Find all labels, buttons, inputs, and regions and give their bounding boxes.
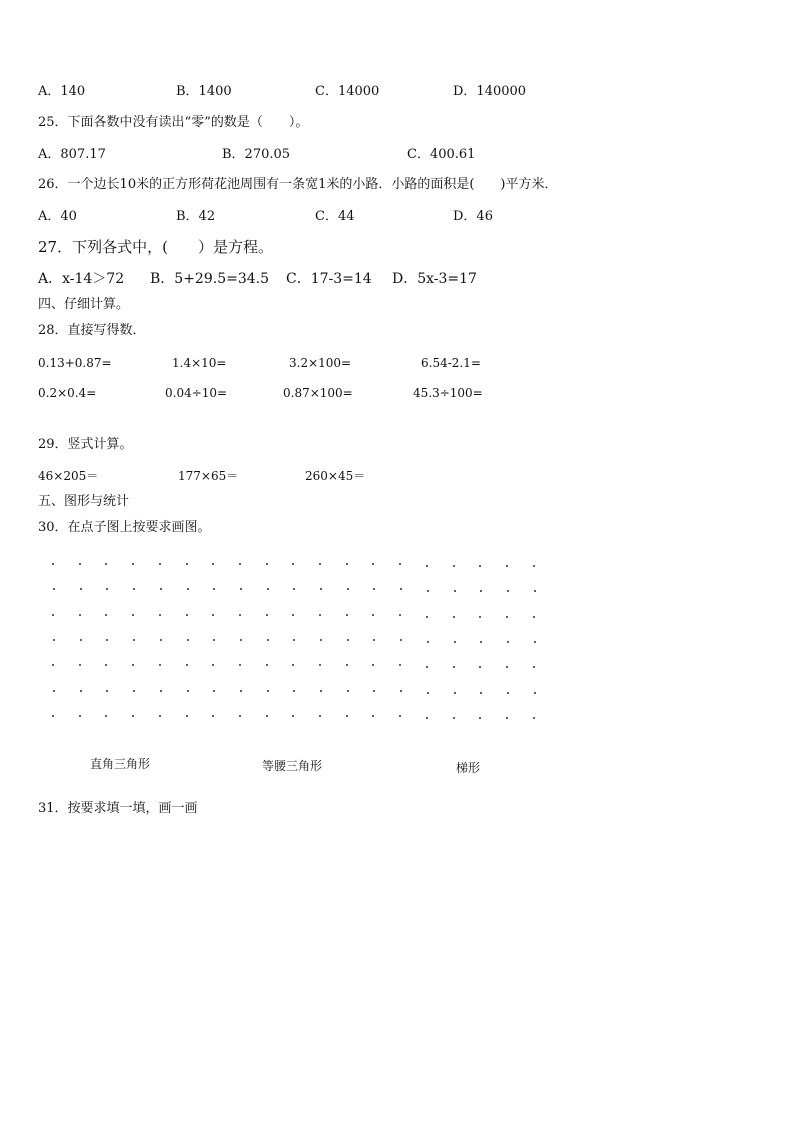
grid-dot[interactable] bbox=[80, 639, 82, 641]
grid-dot[interactable] bbox=[506, 717, 508, 719]
grid-dot[interactable] bbox=[427, 641, 429, 643]
label-right-triangle: 直角三角形 bbox=[90, 757, 151, 771]
q24-option-b[interactable]: B．1400 bbox=[176, 84, 232, 99]
grid-dot[interactable] bbox=[159, 614, 161, 616]
grid-dot[interactable] bbox=[453, 565, 455, 567]
grid-dot[interactable] bbox=[79, 614, 81, 616]
grid-dot[interactable] bbox=[132, 614, 134, 616]
grid-dot[interactable] bbox=[346, 614, 348, 616]
grid-dot[interactable] bbox=[320, 690, 322, 692]
grid-dot[interactable] bbox=[79, 715, 81, 717]
grid-dot[interactable] bbox=[534, 590, 536, 592]
grid-dot[interactable] bbox=[373, 588, 375, 590]
grid-dot[interactable] bbox=[479, 616, 481, 618]
grid-dot[interactable] bbox=[426, 616, 428, 618]
grid-dot[interactable] bbox=[293, 690, 295, 692]
q28-expr: 0.87×100= bbox=[283, 386, 353, 400]
grid-dot[interactable] bbox=[186, 664, 188, 666]
q28-expr: 1.4×10= bbox=[172, 356, 227, 370]
grid-dot[interactable] bbox=[427, 692, 429, 694]
grid-dot[interactable] bbox=[53, 588, 55, 590]
grid-dot[interactable] bbox=[79, 563, 81, 565]
grid-dot[interactable] bbox=[52, 614, 54, 616]
q24-option-a[interactable]: A．140 bbox=[38, 84, 86, 99]
grid-dot[interactable] bbox=[480, 692, 482, 694]
q27-option-c[interactable]: C．17-3=14 bbox=[286, 271, 372, 287]
grid-dot[interactable] bbox=[160, 639, 162, 641]
grid-dot[interactable] bbox=[159, 563, 161, 565]
grid-dot[interactable] bbox=[533, 717, 535, 719]
grid-dot[interactable] bbox=[426, 717, 428, 719]
q29-expr: 46×205＝ bbox=[38, 469, 99, 483]
grid-dot[interactable] bbox=[239, 664, 241, 666]
q28-expr: 45.3÷100= bbox=[413, 386, 483, 400]
grid-dot[interactable] bbox=[133, 690, 135, 692]
grid-dot[interactable] bbox=[105, 664, 107, 666]
grid-dot[interactable] bbox=[52, 563, 54, 565]
grid-dot[interactable] bbox=[400, 690, 402, 692]
label-trapezoid: 梯形 bbox=[456, 761, 481, 775]
grid-dot[interactable] bbox=[347, 690, 349, 692]
grid-dot[interactable] bbox=[132, 715, 134, 717]
grid-dot[interactable] bbox=[507, 641, 509, 643]
grid-dot[interactable] bbox=[212, 563, 214, 565]
grid-dot[interactable] bbox=[399, 715, 401, 717]
grid-dot[interactable] bbox=[293, 639, 295, 641]
grid-dot[interactable] bbox=[80, 588, 82, 590]
grid-dot[interactable] bbox=[373, 690, 375, 692]
q24-option-c[interactable]: C．14000 bbox=[315, 84, 380, 99]
grid-dot[interactable] bbox=[373, 639, 375, 641]
grid-dot[interactable] bbox=[479, 717, 481, 719]
grid-dot[interactable] bbox=[52, 664, 54, 666]
q30-stem: 30．在点子图上按要求画图。 bbox=[38, 520, 211, 535]
grid-dot[interactable] bbox=[160, 588, 162, 590]
grid-dot[interactable] bbox=[292, 715, 294, 717]
q25-option-c[interactable]: C．400.61 bbox=[407, 147, 476, 162]
grid-dot[interactable] bbox=[266, 614, 268, 616]
section-five-title: 五、图形与统计 bbox=[38, 494, 130, 509]
q26-option-a[interactable]: A．40 bbox=[38, 209, 77, 224]
section-four-title: 四、仔细计算。 bbox=[38, 297, 130, 312]
grid-dot[interactable] bbox=[319, 563, 321, 565]
dot-grid[interactable] bbox=[40, 555, 550, 730]
grid-dot[interactable] bbox=[480, 641, 482, 643]
q26-option-b[interactable]: B．42 bbox=[176, 209, 216, 224]
grid-dot[interactable] bbox=[454, 590, 456, 592]
grid-dot[interactable] bbox=[346, 664, 348, 666]
grid-dot[interactable] bbox=[507, 692, 509, 694]
q27-option-a[interactable]: A．x-14＞72 bbox=[38, 271, 125, 287]
grid-dot[interactable] bbox=[292, 664, 294, 666]
grid-dot[interactable] bbox=[53, 639, 55, 641]
label-isosceles-triangle: 等腰三角形 bbox=[262, 759, 323, 773]
grid-dot[interactable] bbox=[372, 715, 374, 717]
grid-dot[interactable] bbox=[160, 690, 162, 692]
grid-dot[interactable] bbox=[320, 588, 322, 590]
grid-dot[interactable] bbox=[347, 639, 349, 641]
grid-dot[interactable] bbox=[186, 715, 188, 717]
grid-dot[interactable] bbox=[266, 563, 268, 565]
grid-dot[interactable] bbox=[266, 715, 268, 717]
grid-dot[interactable] bbox=[239, 715, 241, 717]
grid-dot[interactable] bbox=[453, 666, 455, 668]
q27-option-d[interactable]: D．5x-3=17 bbox=[392, 271, 477, 287]
q26-option-c[interactable]: C．44 bbox=[315, 209, 355, 224]
grid-dot[interactable] bbox=[479, 666, 481, 668]
grid-dot[interactable] bbox=[426, 565, 428, 567]
grid-dot[interactable] bbox=[106, 588, 108, 590]
grid-dot[interactable] bbox=[533, 616, 535, 618]
grid-dot[interactable] bbox=[319, 664, 321, 666]
grid-dot[interactable] bbox=[187, 690, 189, 692]
grid-dot[interactable] bbox=[159, 664, 161, 666]
grid-dot[interactable] bbox=[319, 715, 321, 717]
q28-expr: 3.2×100= bbox=[289, 356, 352, 370]
q29-expr: 177×65＝ bbox=[178, 469, 239, 483]
grid-dot[interactable] bbox=[105, 715, 107, 717]
grid-dot[interactable] bbox=[79, 664, 81, 666]
grid-dot[interactable] bbox=[293, 588, 295, 590]
grid-dot[interactable] bbox=[534, 692, 536, 694]
q25-stem: 25．下面各数中没有读出“零”的数是（ ）。 bbox=[38, 115, 309, 130]
grid-dot[interactable] bbox=[133, 588, 135, 590]
q26-stem: 26．一个边长10米的正方形荷花池周围有一条宽1米的小路．小路的面积是( )平方米． bbox=[38, 177, 558, 192]
grid-dot[interactable] bbox=[212, 614, 214, 616]
grid-dot[interactable] bbox=[186, 614, 188, 616]
grid-dot[interactable] bbox=[454, 641, 456, 643]
q25-option-b[interactable]: B．270.05 bbox=[222, 147, 291, 162]
grid-dot[interactable] bbox=[400, 588, 402, 590]
grid-dot[interactable] bbox=[427, 590, 429, 592]
q28-expr: 0.2×0.4= bbox=[38, 386, 97, 400]
grid-dot[interactable] bbox=[346, 563, 348, 565]
grid-dot[interactable] bbox=[187, 639, 189, 641]
grid-dot[interactable] bbox=[506, 616, 508, 618]
q28-stem: 28．直接写得数． bbox=[38, 323, 146, 338]
q28-expr: 0.13+0.87= bbox=[38, 356, 112, 370]
grid-dot[interactable] bbox=[52, 715, 54, 717]
grid-dot[interactable] bbox=[372, 563, 374, 565]
q24-option-d[interactable]: D．140000 bbox=[453, 84, 527, 99]
grid-dot[interactable] bbox=[534, 641, 536, 643]
grid-dot[interactable] bbox=[53, 690, 55, 692]
grid-dot[interactable] bbox=[454, 692, 456, 694]
grid-dot[interactable] bbox=[400, 639, 402, 641]
grid-dot[interactable] bbox=[266, 664, 268, 666]
grid-dot[interactable] bbox=[347, 588, 349, 590]
grid-dot[interactable] bbox=[105, 614, 107, 616]
grid-dot[interactable] bbox=[240, 588, 242, 590]
grid-dot[interactable] bbox=[292, 614, 294, 616]
grid-dot[interactable] bbox=[187, 588, 189, 590]
grid-dot[interactable] bbox=[292, 563, 294, 565]
grid-dot[interactable] bbox=[132, 664, 134, 666]
grid-dot[interactable] bbox=[267, 690, 269, 692]
grid-dot[interactable] bbox=[159, 715, 161, 717]
grid-dot[interactable] bbox=[319, 614, 321, 616]
grid-dot[interactable] bbox=[267, 639, 269, 641]
q29-expr: 260×45＝ bbox=[305, 469, 366, 483]
grid-dot[interactable] bbox=[80, 690, 82, 692]
grid-dot[interactable] bbox=[212, 664, 214, 666]
grid-dot[interactable] bbox=[506, 565, 508, 567]
q27-option-b[interactable]: B．5+29.5=34.5 bbox=[150, 271, 269, 287]
grid-dot[interactable] bbox=[507, 590, 509, 592]
grid-dot[interactable] bbox=[320, 639, 322, 641]
grid-dot[interactable] bbox=[212, 715, 214, 717]
grid-dot[interactable] bbox=[480, 590, 482, 592]
grid-dot[interactable] bbox=[105, 563, 107, 565]
grid-dot[interactable] bbox=[426, 666, 428, 668]
grid-dot[interactable] bbox=[213, 588, 215, 590]
q27-stem: 27．下列各式中，( ）是方程。 bbox=[38, 238, 273, 256]
grid-dot[interactable] bbox=[399, 614, 401, 616]
q25-option-a[interactable]: A．807.17 bbox=[38, 147, 106, 162]
q29-stem: 29．竖式计算。 bbox=[38, 437, 133, 452]
grid-dot[interactable] bbox=[533, 565, 535, 567]
grid-dot[interactable] bbox=[106, 639, 108, 641]
grid-dot[interactable] bbox=[453, 717, 455, 719]
grid-dot[interactable] bbox=[133, 639, 135, 641]
grid-dot[interactable] bbox=[453, 616, 455, 618]
q28-expr: 6.54-2.1= bbox=[421, 356, 481, 370]
grid-dot[interactable] bbox=[213, 690, 215, 692]
grid-dot[interactable] bbox=[186, 563, 188, 565]
grid-dot[interactable] bbox=[346, 715, 348, 717]
grid-dot[interactable] bbox=[239, 614, 241, 616]
grid-dot[interactable] bbox=[372, 614, 374, 616]
grid-dot[interactable] bbox=[132, 563, 134, 565]
grid-dot[interactable] bbox=[240, 690, 242, 692]
q26-option-d[interactable]: D．46 bbox=[453, 209, 493, 224]
grid-dot[interactable] bbox=[506, 666, 508, 668]
grid-dot[interactable] bbox=[240, 639, 242, 641]
grid-dot[interactable] bbox=[106, 690, 108, 692]
q31-stem: 31．按要求填一填，画一画 bbox=[38, 801, 198, 816]
grid-dot[interactable] bbox=[267, 588, 269, 590]
grid-dot[interactable] bbox=[213, 639, 215, 641]
grid-dot[interactable] bbox=[533, 666, 535, 668]
grid-dot[interactable] bbox=[399, 563, 401, 565]
grid-dot[interactable] bbox=[399, 664, 401, 666]
grid-dot[interactable] bbox=[372, 664, 374, 666]
q28-expr: 0.04÷10= bbox=[165, 386, 228, 400]
grid-dot[interactable] bbox=[239, 563, 241, 565]
grid-dot[interactable] bbox=[479, 565, 481, 567]
